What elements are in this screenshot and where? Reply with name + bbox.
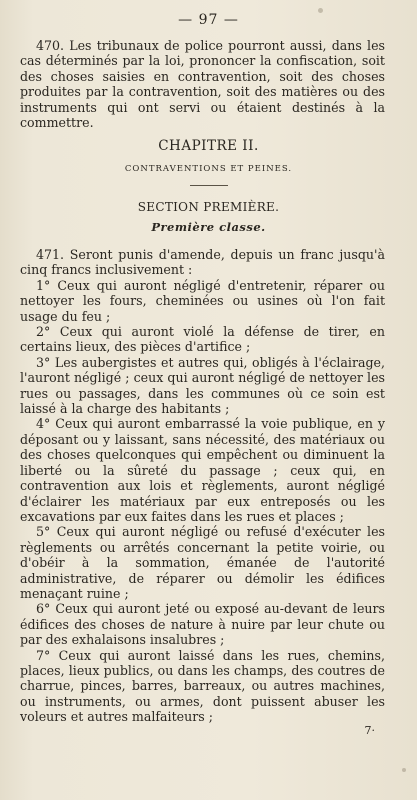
chapter-subtitle: CONTRAVENTIONS ET PEINES. <box>124 164 293 174</box>
chapter-title: CHAPITRE II. <box>158 138 259 154</box>
numbered-clause: 1° Ceux qui auront négligé d'entretenir, réparer ou nettoyer les fours, cheminées ou usines où l'on fait usage du feu ; <box>20 277 385 324</box>
separator-rule <box>190 185 228 186</box>
article-470-block <box>20 38 385 130</box>
section-title: SECTION PREMIÈRE. <box>137 200 280 214</box>
paper-spot <box>402 768 406 772</box>
numbered-clause: 6° Ceux qui auront jeté ou exposé au-devant de leurs édifices des choses de nature à nuire par leur chute ou par des exhalaisons insalubres ; <box>20 601 385 648</box>
article-paragraph: 470. Les tribunaux de police pourront aussi, dans les cas déterminés par la loi, prononcer la confiscation, soit des choses saisies en contravention, soit des choses produites par la contravention, soit des matières ou des instruments qui ont servi ou étaient destinés à la commettre. <box>20 38 385 131</box>
article-471-block <box>20 247 385 725</box>
page-number: — 97 — <box>178 12 239 28</box>
paper-spot <box>318 8 323 13</box>
numbered-clause: 3° Les aubergistes et autres qui, obligés à l'éclairage, l'auront négligé ; ceux qui auront négligé de nettoyer les rues ou passages, dans les communes où ce soin est laissé à la charge des habitants ; <box>20 354 385 417</box>
numbered-clause: 2° Ceux qui auront violé la défense de tirer, en certains lieux, des pièces d'artifice ; <box>20 324 385 355</box>
numbered-clause: 4° Ceux qui auront embarrassé la voie publique, en y déposant ou y laissant, sans nécessité, des matériaux ou des choses quelconques qui empêchent ou diminuent la liberté ou la sûreté du passage ; ceux qui, en contravention aux lois et règlements, auront négligé d'éclairer les matériaux par eux entreposés ou les excavations par eux faites dans les rues et places ; <box>20 416 385 524</box>
numbered-clause: 5° Ceux qui auront négligé ou refusé d'exécuter les règlements ou arrêtés concernant la petite voirie, ou d'obéir à la sommation, émanée de l'autorité administrative, de réparer ou démolir les édifices menaçant ruine ; <box>20 524 385 601</box>
class-title: Première classe. <box>151 220 266 234</box>
catchword: 7· <box>364 724 375 737</box>
article-paragraph: 471. Seront punis d'amende, depuis un franc jusqu'à cinq francs inclusivement : <box>20 247 385 278</box>
numbered-clause: 7° Ceux qui auront laissé dans les rues, chemins, places, lieux publics, ou dans les champs, des coutres de charrue, pinces, barres, barreaux, ou autres machines, ou instruments, ou armes, dont puissent abuser les voleurs et autres malfaiteurs ; <box>20 647 385 725</box>
